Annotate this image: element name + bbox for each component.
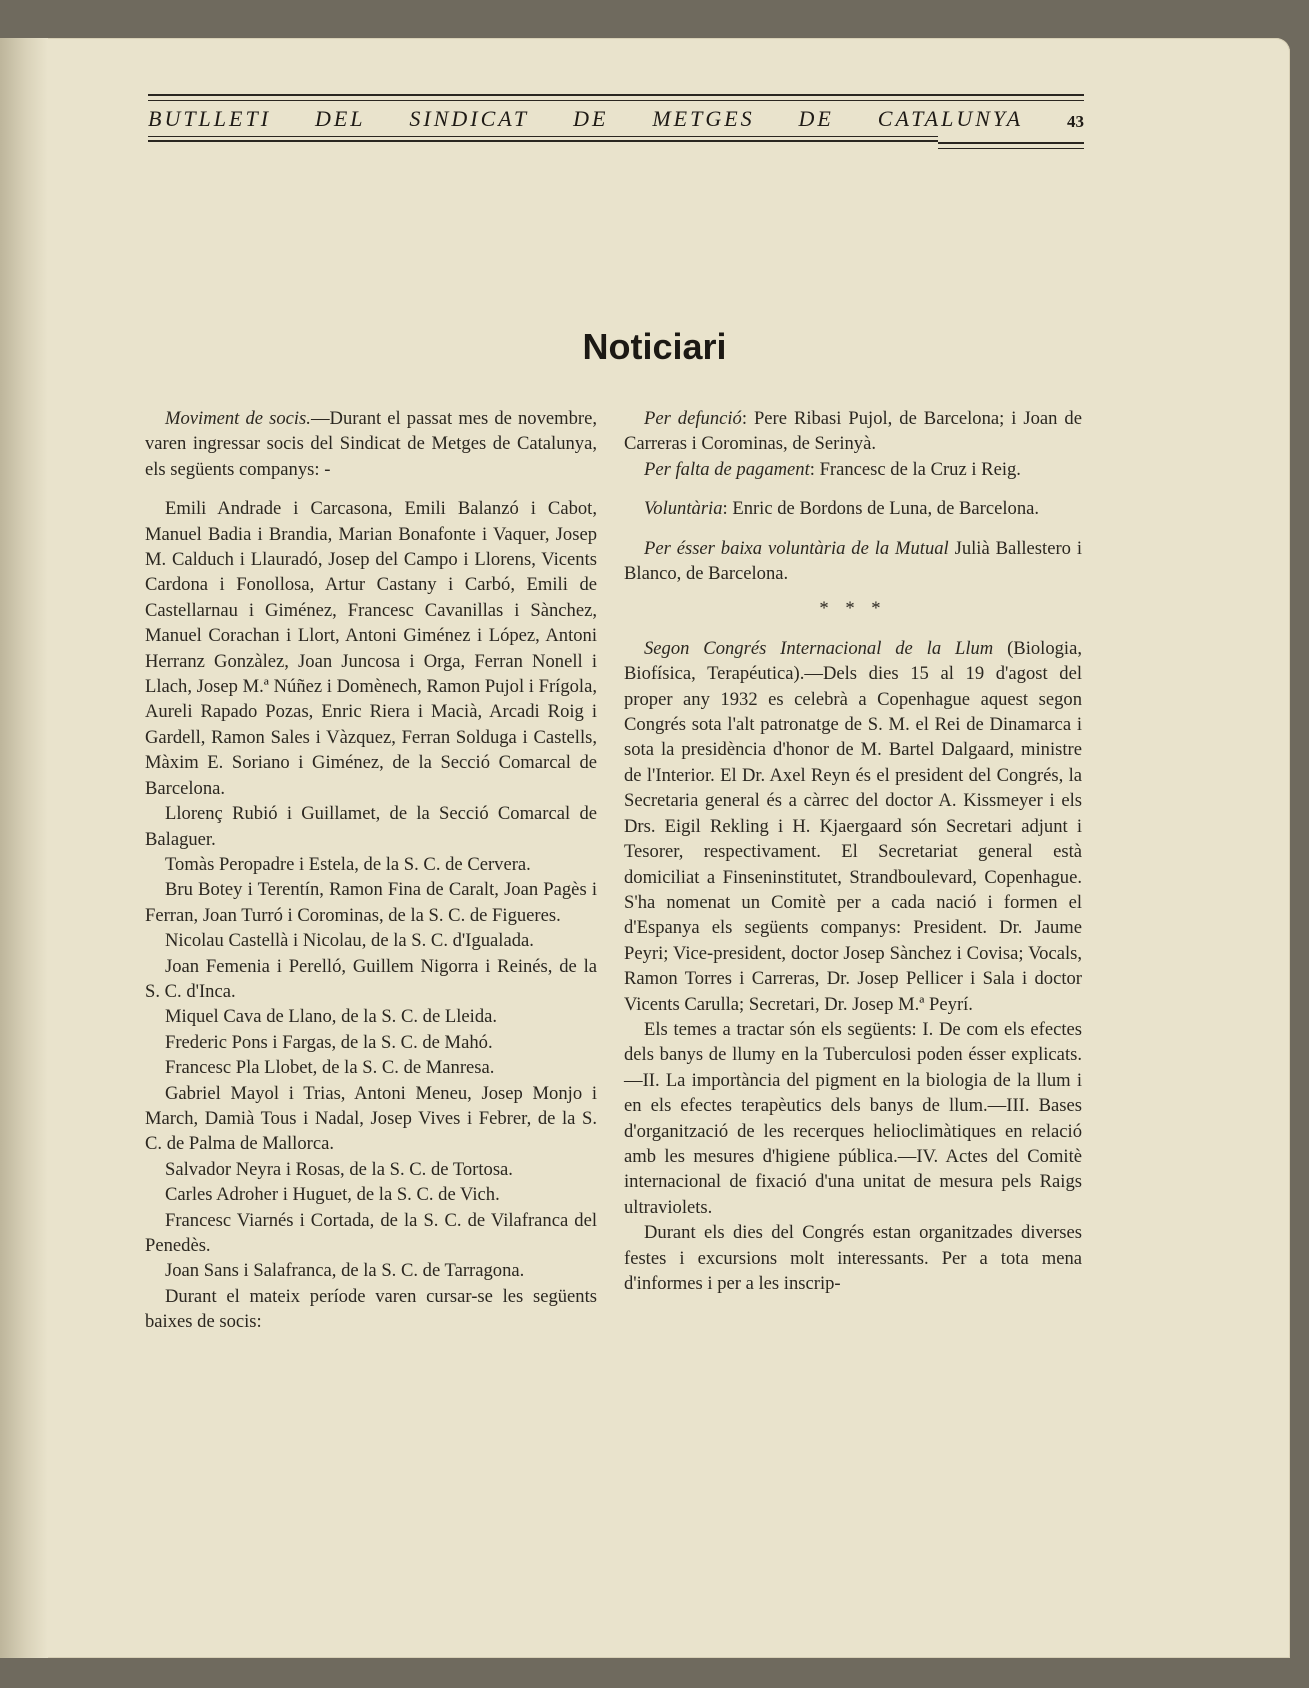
- category-label: Voluntària: [644, 498, 723, 520]
- paragraph: Salvador Neyra i Rosas, de la S. C. de Tortosa.: [165, 1158, 513, 1180]
- header-word: DEL: [314, 106, 366, 131]
- paragraph: Bru Botey i Terentín, Ramon Fina de Caralt, Joan Pagès i Ferran, Joan Turró i Corominas, de la S. C. de Figueres.: [145, 879, 597, 926]
- paragraph: [624, 457, 1082, 482]
- section-heading: Segon Congrés Internacional de la Llum: [644, 637, 994, 659]
- paragraph: Joan Sans i Salafranca, de la S. C. de Tarragona.: [165, 1260, 525, 1282]
- paragraph: [145, 406, 597, 482]
- paragraph: [624, 406, 1082, 457]
- header-rule-top-thin: [148, 100, 1084, 101]
- header-rule-bottom-right-thin: [938, 148, 1084, 149]
- paragraph: Durant el mateix període varen cursar-se les següents baixes de socis:: [145, 1285, 597, 1333]
- paragraph-text: (Biologia, Biofísica, Terapéutica).—Dels dies 15 al 19 d'agost del proper any 1932 es celebrà a Copenhague aquest segon Congrés sota l'alt patronatge de S. M. el Rei de Dinamarca i sota la presidència d'honor de M. Bartel Dalgaard, ministre de l'Interior. El Dr. Axel Reyn és el president del Congrés, la Secretaria general és a càrrec del doctor A. Kissmeyer i els Drs. Eigil Rekling i H. Kjaergaard són Secretari adjunt i Tesorer, respectivament. El Secretariat general està domiciliat a Finseninstitutet, Strandboulevard, Copenhague. S'ha nomenat un Comitè per a cada nació i formen el d'Espanya els següents companys: President. Dr. Jaume Peyri; Vice-president, doctor Josep Sànchez i Covisa; Vocals, Ramon Torres i Carreras, Dr. Josep Pellicer i Sala i doctor Vicents Carulla; Secretari, Dr. Josep M.ª Peyrí.: [624, 637, 1082, 1015]
- paragraph: [624, 536, 1082, 587]
- section-heading: Moviment de socis.: [165, 408, 311, 429]
- paragraph-text: : Enric de Bordons de Luna, de Barcelona.: [722, 498, 1040, 520]
- header-rule-top: [148, 94, 1084, 96]
- paragraph: Llorenç Rubió i Guillamet, de la Secció Comarcal de Balaguer.: [145, 803, 597, 850]
- paragraph-text: Julià Ballestero i Blanco, de Barcelona.: [624, 537, 1082, 585]
- header-title: [148, 106, 1084, 132]
- paragraph: [624, 636, 1082, 1017]
- header-word: BUTLLETI: [148, 106, 272, 131]
- paragraph: Francesc Viarnés i Cortada, de la S. C. de Vilafranca del Penedès.: [145, 1209, 597, 1256]
- paragraph-text: : Francesc de la Cruz i Reig.: [809, 458, 1021, 480]
- header-rule-bottom: [148, 140, 938, 142]
- category-label: Per falta de pagament: [644, 458, 810, 480]
- section-separator: * * *: [819, 598, 887, 620]
- book-gutter: [0, 38, 48, 1658]
- paragraph-text: : Pere Ribasi Pujol, de Barcelona; i Joan de Carreras i Corominas, de Serinyà.: [624, 408, 1082, 455]
- header-word: METGES: [652, 106, 755, 131]
- paragraph: Gabriel Mayol i Trias, Antoni Meneu, Josep Monjo i March, Damià Tous i Nadal, Josep Vives i Febrer, de la S. C. de Palma de Mallorca.: [145, 1082, 597, 1155]
- header-rule-bottom-thin: [148, 136, 938, 137]
- header-word: CATALUNYA: [877, 106, 1024, 131]
- paragraph: Durant els dies del Congrés estan organitzades diverses festes i excursions molt interessants. Per a tota mena d'informes i per a les inscrip-: [624, 1222, 1082, 1294]
- paragraph: Francesc Pla Llobet, de la S. C. de Manresa.: [165, 1057, 495, 1079]
- header-word: DE: [798, 106, 834, 131]
- paragraph: Nicolau Castellà i Nicolau, de la S. C. d'Igualada.: [165, 930, 534, 952]
- paragraph: Joan Femenia i Perelló, Guillem Nigorra i Reinés, de la S. C. d'Inca.: [145, 955, 597, 1002]
- left-column: [145, 406, 597, 1335]
- paragraph: Els temes a tractar són els següents: I. De com els efectes dels banys de llumy en la Tuberculosi poden ésser explicats.—II. La importància del pigment en la biologia de la llum i en els efectes terapèutics dels banys de llum.—III. Bases d'organització de les recerques helioclimàtiques en relació amb les mesures d'higiene pública.—IV. Actes del Comitè internacional de fixació d'una unitat de mesura pels Raigs ultraviolets.: [624, 1018, 1082, 1218]
- paragraph: Carles Adroher i Huguet, de la S. C. de Vich.: [165, 1184, 500, 1206]
- right-column: [624, 406, 1082, 1296]
- paragraph: Frederic Pons i Fargas, de la S. C. de Mahó.: [165, 1031, 493, 1053]
- category-label: Per ésser baixa voluntària de la Mutual: [644, 537, 949, 559]
- paragraph: Miquel Cava de Llano, de la S. C. de Lleida.: [165, 1006, 498, 1028]
- page-number: 43: [1066, 112, 1084, 131]
- running-header: [148, 92, 1084, 152]
- header-word: DE: [573, 106, 609, 131]
- header-word: SINDICAT: [409, 106, 530, 131]
- page-title: Noticiari: [582, 326, 727, 367]
- paragraph: Tomàs Peropadre i Estela, de la S. C. de Cervera.: [165, 853, 531, 875]
- header-rule-bottom-right: [938, 142, 1084, 144]
- paragraph-text: —Durant el passat mes de novembre, varen ingressar socis del Sindicat de Metges de Catalunya, els següents companys: -: [145, 408, 598, 480]
- paragraph: Emili Andrade i Carcasona, Emili Balanzó i Cabot, Manuel Badia i Brandia, Marian Bonafonte i Vaquer, Josep M. Calduch i Llauradó, Josep del Campo i Llorens, Vicents Cardona i Fonollosa, Artur Castany i Carbó, Emili de Castellarnau i Giménez, Francesc Cavanillas i Sànchez, Manuel Corachan i Llort, Antoni Giménez i López, Antoni Herranz Gonzàlez, Joan Juncosa i Orga, Ferran Nonell i Llach, Josep M.ª Núñez i Domènech, Ramon Pujol i Frígola, Aureli Rapado Pozas, Enric Riera i Macià, Arcadi Roig i Gardell, Ramon Sales i Vàzquez, Ferran Solduga i Castells, Màxim E. Soriano i Giménez, de la Secció Comarcal de Barcelona.: [145, 498, 597, 799]
- category-label: Per defunció: [644, 408, 742, 429]
- paragraph: [624, 496, 1082, 521]
